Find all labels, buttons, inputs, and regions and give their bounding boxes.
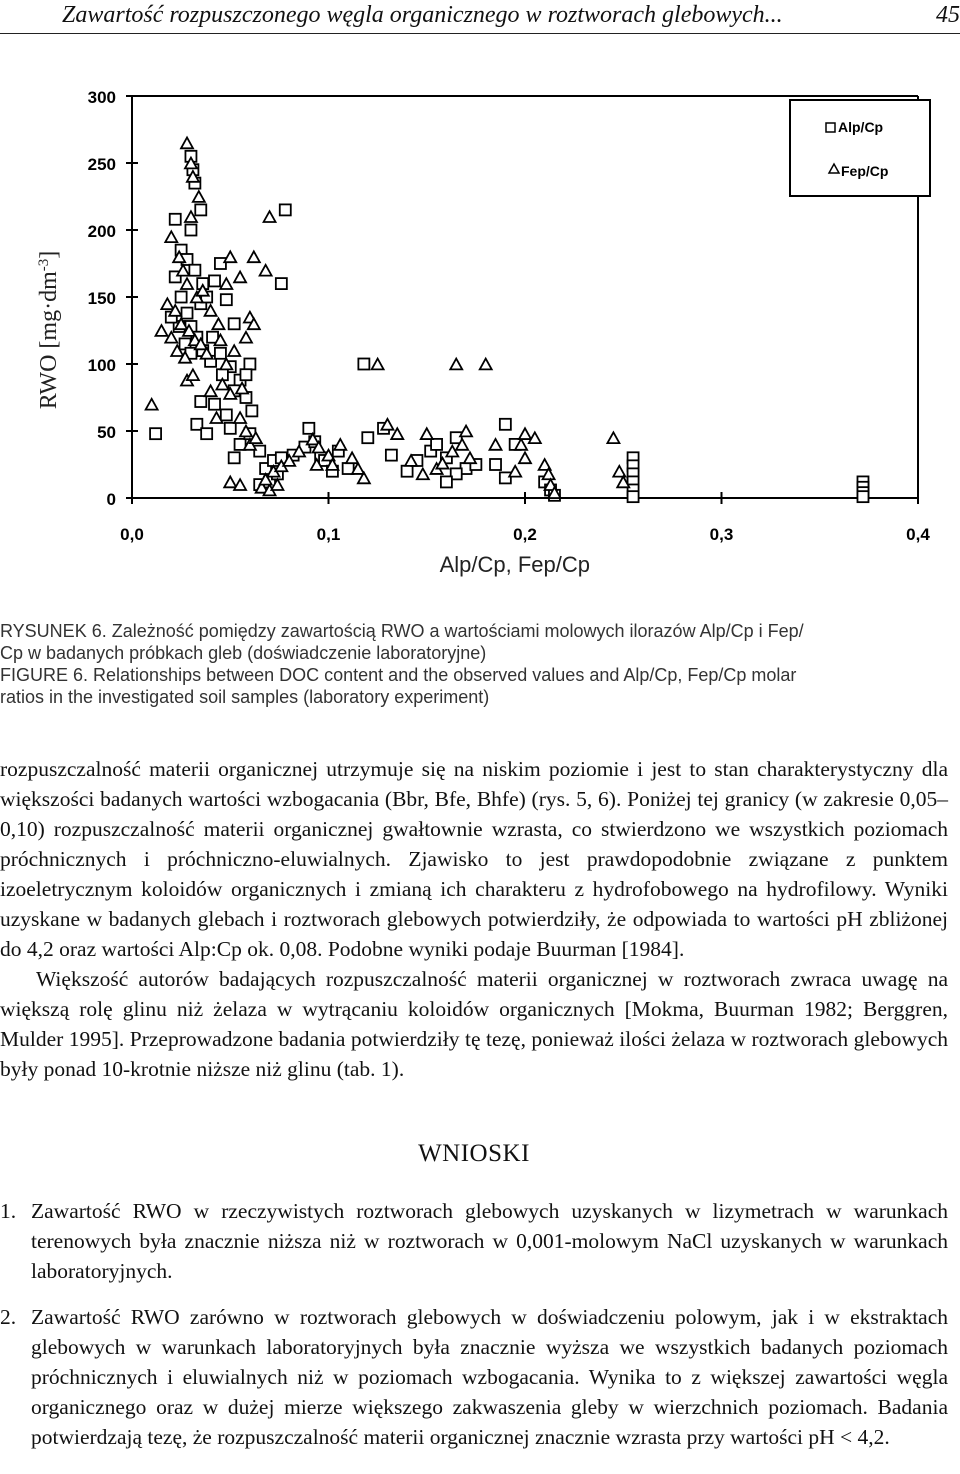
data-point-triangle xyxy=(264,211,276,222)
body-text xyxy=(0,754,948,1084)
data-point-square xyxy=(500,419,511,430)
conclusion-number: 2. xyxy=(0,1305,17,1329)
data-point-triangle xyxy=(460,426,472,437)
data-point-square xyxy=(386,450,397,461)
data-point-square xyxy=(240,369,251,380)
conclusion-number: 1. xyxy=(0,1199,17,1223)
data-point-triangle xyxy=(519,452,531,463)
data-point-triangle xyxy=(161,298,173,309)
y-tick-label: 250 xyxy=(87,155,116,174)
conclusion-text: Zawartość RWO zarówno w roztworach glebowych w doświadczeniu polowym, jak i w ekstraktach glebowych w warunkach laboratoryjnych była znacznie wyższa we wszystkich badanych poziomach próchnicznych i eluwialnych niż w poziomach wzbogacania. Wynika to z większej zawartości węgla organicznego oraz w dużej mierze większego zakwaszenia gleby w wierzchnich poziomach. Badania potwierdzają tezę, że rozpuszczalność materii organicznej znacznie wzrasta przy wartości pH < 4,2. xyxy=(31,1305,948,1449)
data-point-square xyxy=(500,472,511,483)
data-point-triangle xyxy=(613,466,625,477)
x-tick-label: 0,4 xyxy=(906,525,930,544)
data-point-triangle xyxy=(234,272,246,283)
data-point-square xyxy=(221,409,232,420)
conclusion-text: Zawartość RWO w rzeczywistych roztworach glebowych uzyskanych w lizymetrach w warunkach terenowych była znacznie niższa niż w roztworach w 0,001-molowym NaCl uzyskanych w warunkach laboratoryjnych. xyxy=(31,1199,948,1283)
data-point-square xyxy=(189,265,200,276)
data-point-triangle xyxy=(220,278,232,289)
data-point-triangle xyxy=(607,432,619,443)
data-point-triangle xyxy=(519,428,531,439)
y-tick-label: 150 xyxy=(87,289,116,308)
data-point-square xyxy=(254,446,265,457)
data-point-triangle xyxy=(177,265,189,276)
data-point-triangle xyxy=(187,369,199,380)
data-point-triangle xyxy=(146,399,158,410)
data-point-triangle xyxy=(234,412,246,423)
data-point-triangle xyxy=(181,138,193,149)
conclusion-item xyxy=(0,1302,948,1452)
data-point-triangle xyxy=(193,191,205,202)
data-point-square xyxy=(225,423,236,434)
data-point-triangle xyxy=(240,332,252,343)
data-point-square xyxy=(229,318,240,329)
data-point-triangle xyxy=(212,318,224,329)
data-point-triangle xyxy=(509,466,521,477)
data-point-triangle xyxy=(464,452,476,463)
data-point-square xyxy=(490,459,501,470)
data-point-triangle xyxy=(417,468,429,479)
legend-label-fep: Fep/Cp xyxy=(841,163,889,179)
data-point-triangle xyxy=(155,325,167,336)
data-point-triangle xyxy=(205,385,217,396)
data-point-triangle xyxy=(234,479,246,490)
data-point-triangle xyxy=(248,251,260,262)
data-point-triangle xyxy=(480,359,492,370)
data-point-square xyxy=(229,452,240,463)
running-title: Zawartość rozpuszczonego węgla organicznego w roztworach glebowych... xyxy=(62,2,783,28)
y-axis-label: RWO $[mg\cdot dm^{-3}]$ xyxy=(36,250,62,410)
data-point-square xyxy=(402,466,413,477)
data-point-square xyxy=(221,294,232,305)
data-point-triangle xyxy=(228,345,240,356)
data-point-square xyxy=(358,359,369,370)
data-point-square xyxy=(280,204,291,215)
data-point-triangle xyxy=(181,278,193,289)
data-point-square xyxy=(170,214,181,225)
page-number: 45 xyxy=(936,2,960,28)
scatter-chart xyxy=(0,70,960,600)
y-tick-label: 300 xyxy=(87,88,116,107)
data-point-triangle xyxy=(490,439,502,450)
data-point-square xyxy=(215,348,226,359)
data-point-square xyxy=(244,359,255,370)
data-point-triangle xyxy=(260,265,272,276)
data-point-square xyxy=(195,204,206,215)
data-point-square xyxy=(150,428,161,439)
section-title: WNIOSKI xyxy=(418,1140,530,1167)
data-point-square xyxy=(209,399,220,410)
data-point-square xyxy=(362,432,373,443)
caption-line: FIGURE 6. Relationships between DOC content and the observed values and Alp/Cp, Fep/Cp molar xyxy=(0,665,797,685)
chart-marks xyxy=(146,138,869,503)
data-point-square xyxy=(209,275,220,286)
data-point-square xyxy=(441,476,452,487)
data-point-square xyxy=(195,396,206,407)
data-point-triangle xyxy=(450,359,462,370)
y-tick-label: 200 xyxy=(87,222,116,241)
data-point-square xyxy=(176,292,187,303)
data-point-square xyxy=(201,428,212,439)
data-point-triangle xyxy=(334,439,346,450)
data-point-square xyxy=(276,278,287,289)
conclusion-item xyxy=(0,1196,948,1286)
x-tick-label: 0,2 xyxy=(513,525,537,544)
data-point-triangle xyxy=(224,477,236,488)
legend xyxy=(790,100,930,196)
caption-line: RYSUNEK 6. Zależność pomiędzy zawartością RWO a wartościami molowych ilorazów Alp/Cp i Fep/ xyxy=(0,621,804,641)
paragraph: rozpuszczalność materii organicznej utrzymuje się na niskim poziomie i jest to stan charakterystyczny dla większości badanych wartości wzbogacania (Bbr, Bfe, Bhfe) (rys. 5, 6). Poniżej tej granicy (w zakresie 0,05–0,10) rozpuszczalność materii organicznej gwałtownie wzrasta, co stwierdzono we wszystkich poziomach próchnicznych i próchniczno-eluwialnych. Zjawisko to jest prawdopodobnie związane z punktem izoeletrycznym koloidów organicznych i zmianą ich charakteru z hydrofobowego na hydrofilowy. Wyniki uzyskane w badanych glebach i roztworach glebowych potwierdziły, że odpowiada to wartości pH zbliżonej do 4,2 oraz wartości Alp:Cp ok. 0,08. Podobne wyniki podaje Buurman [1984]. xyxy=(0,757,948,961)
data-point-triangle xyxy=(372,359,384,370)
header-rule xyxy=(0,33,960,34)
conclusions-list xyxy=(0,1196,948,1468)
data-point-triangle xyxy=(165,231,177,242)
y-tick-label: 0 xyxy=(106,490,116,509)
data-point-square xyxy=(185,225,196,236)
figure-caption xyxy=(0,620,960,708)
data-point-square xyxy=(857,491,868,502)
data-point-square xyxy=(628,491,639,502)
x-tick-label: 0,0 xyxy=(120,525,144,544)
data-point-square xyxy=(182,308,193,319)
caption-line: ratios in the investigated soil samples (laboratory experiment) xyxy=(0,687,490,707)
y-tick-label: 50 xyxy=(97,423,116,442)
legend-label-alp: Alp/Cp xyxy=(838,119,884,135)
legend-box xyxy=(790,100,930,196)
x-axis-label: Alp/Cp, Fep/Cp xyxy=(439,552,590,577)
x-tick-label: 0,1 xyxy=(316,525,341,544)
data-point-triangle xyxy=(224,251,236,262)
caption-line: Cp w badanych próbkach gleb (doświadczenie laboratoryjne) xyxy=(0,643,487,663)
data-point-square xyxy=(246,405,257,416)
x-tick-label: 0,3 xyxy=(709,525,734,544)
paragraph: Większość autorów badających rozpuszczalność materii organicznej w roztworach zwraca uwagę na większą rolę glinu niż żelaza w wytrącaniu koloidów organicznych [Mokma, Buurman 1982; Berggren, Mulder 1995]. Przeprowadzone badania potwierdziły tę tezę, ponieważ ilości żelaza w roztworach glebowych były ponad 10-krotnie niższe niż glinu (tab. 1). xyxy=(0,967,948,1081)
data-point-triangle xyxy=(346,452,358,463)
running-header xyxy=(62,0,960,34)
data-point-triangle xyxy=(421,428,433,439)
y-tick-label: 100 xyxy=(87,356,116,375)
data-point-square xyxy=(215,258,226,269)
data-point-square xyxy=(431,439,442,450)
